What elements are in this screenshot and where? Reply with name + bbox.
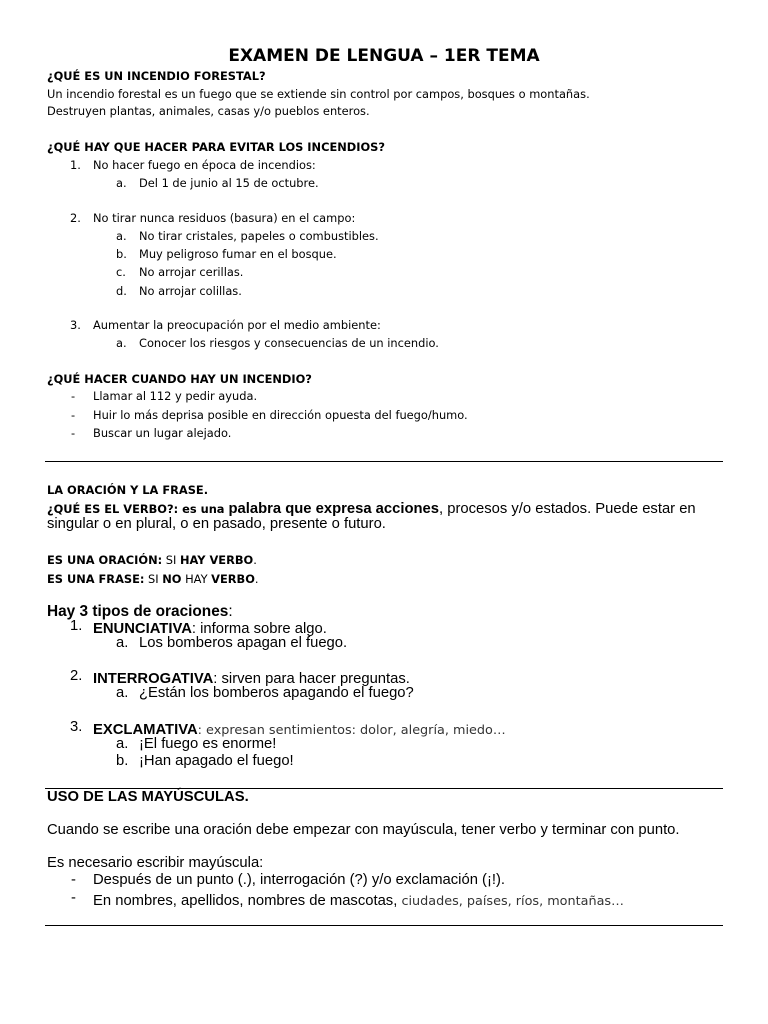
list-item: No arrojar colillas. [139,284,242,298]
oracion-period: . [253,553,257,567]
list-letter: a. [116,685,129,701]
list-number: 3. [70,318,81,332]
list-dash: - [71,426,76,440]
list-item: Los bomberos apagan el fuego. [139,635,348,651]
question-heading-incendio: ¿QUÉ ES UN INCENDIO FORESTAL? [47,69,266,83]
list-letter: a. [116,176,127,190]
verbo-question-colon: : es una [173,502,229,516]
list-item: No tirar cristales, papeles o combustibles. [139,229,379,243]
tipo-name: INTERROGATIVA [93,671,214,687]
frase-si: SI [144,572,163,586]
list-number: 1. [70,618,83,634]
list-item: ¡El fuego es enorme! [139,736,277,752]
question-heading-evitar: ¿QUÉ HAY QUE HACER PARA EVITAR LOS INCENDIOS? [47,140,385,154]
section-divider [45,925,723,926]
list-number: 1. [70,158,81,172]
list-letter: b. [116,753,129,769]
list-dash: - [71,389,76,403]
list-item: No hacer fuego en época de incendios: [93,158,316,172]
list-letter: a. [116,736,129,752]
list-item-text: En nombres, apellidos, nombres de mascotas, [93,893,402,909]
section-heading-mayusculas: USO DE LAS MAYÚSCULAS. [47,789,249,805]
list-item: Conocer los riesgos y consecuencias de un incendio. [139,336,439,350]
tipo-desc: : sirven para hacer preguntas. [213,671,410,687]
oracion-si: SI [162,553,180,567]
tipo-desc: : informa sobre algo. [191,621,327,637]
list-item: ¿Están los bomberos apagando el fuego? [139,685,414,701]
list-number: 2. [70,668,83,684]
list-dash: - [71,890,76,906]
list-dash: - [71,408,76,422]
list-item: Buscar un lugar alejado. [93,426,232,440]
list-item: ¡Han apagado el fuego! [139,753,294,769]
list-item: Del 1 de junio al 15 de octubre. [139,176,319,190]
question-heading-cuando: ¿QUÉ HACER CUANDO HAY UN INCENDIO? [47,372,312,386]
list-item [93,890,624,910]
verbo-definition-line2: singular o en plural, o en pasado, presente o futuro. [47,516,386,532]
frase-verbo: VERBO [211,572,255,586]
list-letter: a. [116,229,127,243]
section-divider [45,461,723,462]
list-letter: a. [116,635,129,651]
tipo-name: ENUNCIATIVA [93,621,192,637]
paragraph-definicion: Un incendio forestal es un fuego que se extiende sin control por campos, bosques o montañas. [47,87,590,101]
list-letter: b. [116,247,127,261]
list-number: 3. [70,719,83,735]
list-item: Aumentar la preocupación por el medio ambiente: [93,318,381,332]
list-letter: d. [116,284,127,298]
list-item-text-gray: ciudades, países, ríos, montañas… [401,894,624,909]
tipos-heading-text: Hay 3 tipos de oraciones [47,603,229,620]
verbo-definition-rest: , procesos y/o estados. Puede estar en [439,501,696,517]
list-number: 2. [70,211,81,225]
verbo-question-part: ¿QUÉ ES EL [47,502,124,516]
oracion-label: ES UNA ORACIÓN: [47,553,163,567]
list-item: Huir lo más deprisa posible en dirección opuesta del fuego/humo. [93,408,468,422]
list-letter: c. [116,265,126,279]
tipo-name: EXCLAMATIVA [93,722,198,738]
frase-no: NO [162,572,182,586]
page-title: EXAMEN DE LENGUA – 1ER TEMA [228,46,540,66]
verbo-definition-bold: palabra que expresa acciones [228,501,440,517]
verbo-definition-line [47,498,696,518]
list-item: Llamar al 112 y pedir ayuda. [93,389,258,403]
oracion-rule [47,549,257,569]
frase-label: ES UNA FRASE: [47,572,145,586]
list-dash: - [71,872,76,888]
tipo-desc: : expresan sentimientos: dolor, alegría, miedo… [197,723,506,738]
list-item: No tirar nunca residuos (basura) en el campo: [93,211,356,225]
paragraph-necesario: Es necesario escribir mayúscula: [47,855,264,871]
list-item: Muy peligroso fumar en el bosque. [139,247,337,261]
list-item: No arrojar cerillas. [139,265,244,279]
paragraph-oracion-regla: Cuando se escribe una oración debe empezar con mayúscula, tener verbo y terminar con punto. [47,822,680,838]
oracion-hay-verbo: HAY VERBO [180,553,254,567]
tipos-heading-colon: : [228,603,233,620]
section-heading-oracion: LA ORACIÓN Y LA FRASE. [47,483,209,497]
paragraph-destruyen: Destruyen plantas, animales, casas y/o pueblos enteros. [47,104,370,118]
frase-period: . [254,572,259,586]
verbo-question-keyword: VERBO? [123,502,174,516]
list-item: Después de un punto (.), interrogación (?) y/o exclamación (¡!). [93,872,506,888]
list-letter: a. [116,336,127,350]
frase-rule [47,568,259,588]
frase-hay: HAY [181,572,212,586]
